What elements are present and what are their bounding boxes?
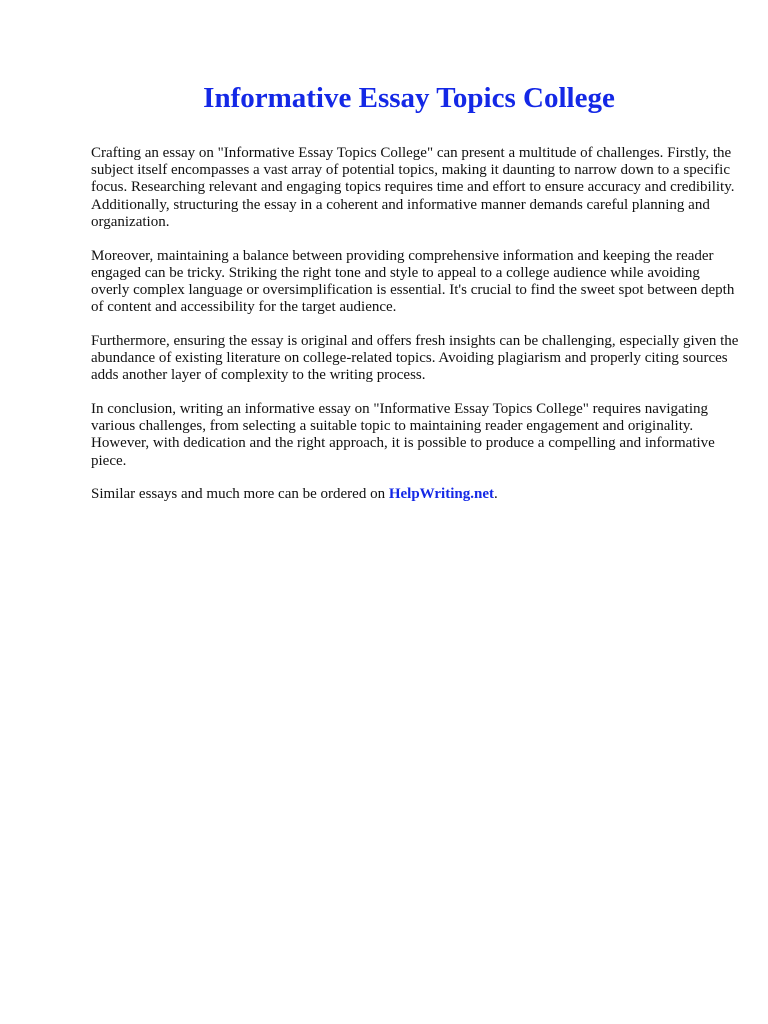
helpwriting-link[interactable]: HelpWriting.net (388, 486, 494, 503)
paragraph-balance: Moreover, maintaining a balance between providing comprehensive information and keeping the reader engaged can be tricky. Striking the right tone and style to appeal to a college audience while avoiding overly complex language or oversimplification is essential. It's crucial to find the sweet spot between depth of content and accessibility for the target audience. (91, 247, 735, 316)
footer-text: Similar essays and much more can be ordered on (91, 486, 386, 503)
paragraph-intro: Crafting an essay on "Informative Essay Topics College" can present a multitude of challenges. Firstly, the subject itself encompasses a vast array of potential topics, making it daunting to narrow down to a specific focus. Researching relevant and engaging topics requires time and effort to ensure accuracy and credibility. Additionally, structuring the essay in a coherent and informative manner demands careful planning and organization. (91, 145, 735, 230)
paragraph-originality: Furthermore, ensuring the essay is original and offers fresh insights can be challenging, especially given the abundance of existing literature on college-related topics. Avoiding plagiarism and properly citing sources adds another layer of complexity to the writing process. (91, 332, 739, 384)
essay-body (91, 145, 739, 520)
footer-suffix: . (493, 486, 498, 503)
footer-line (91, 486, 739, 503)
paragraph-conclusion: In conclusion, writing an informative essay on "Informative Essay Topics College" requires navigating various challenges, from selecting a suitable topic to maintaining reader engagement and originality. However, with dedication and the right approach, it is possible to produce a compelling and informative piece. (91, 400, 715, 469)
page-title: Informative Essay Topics College (203, 82, 615, 114)
